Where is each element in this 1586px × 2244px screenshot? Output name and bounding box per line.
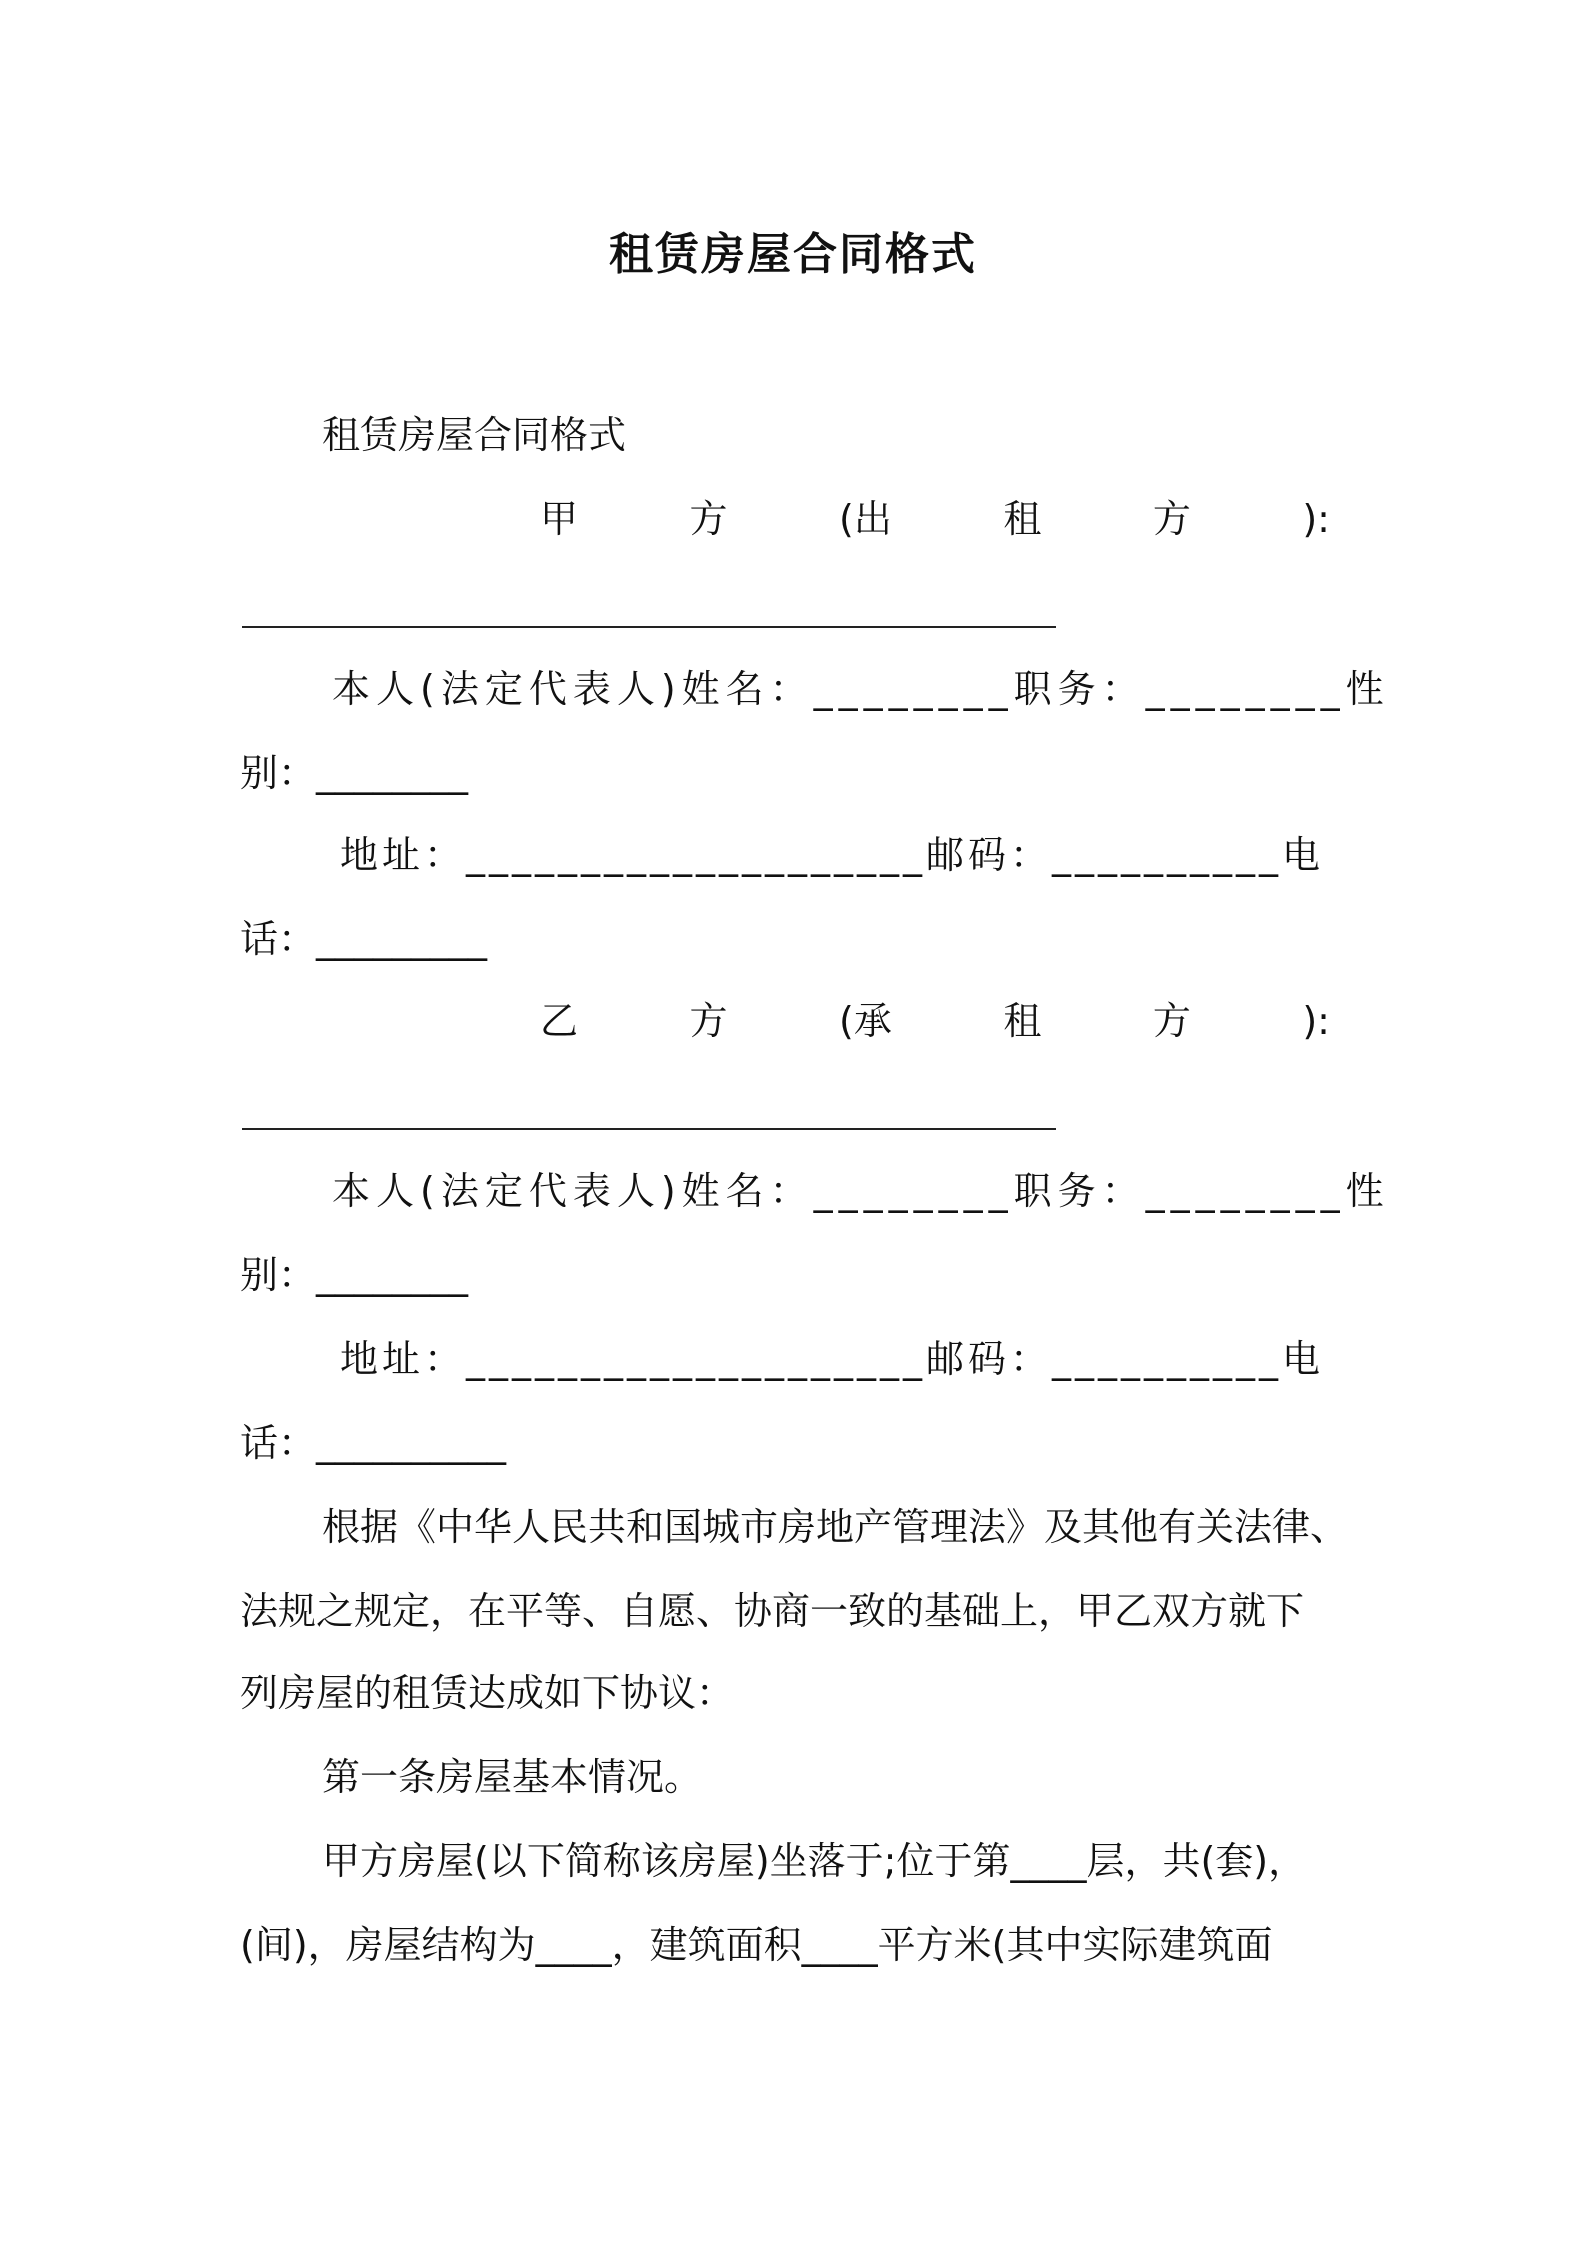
party-a-phone-line: 话：_________ xyxy=(240,917,488,961)
preamble-line-2: 法规之规定，在平等、自愿、协商一致的基础上，甲乙双方就下 xyxy=(240,1589,1305,1633)
article-1-line-2: (间)，房屋结构为____，建筑面积____平方米(其中实际建筑面 xyxy=(240,1923,1273,1967)
article-1-heading: 第一条房屋基本情况。 xyxy=(322,1755,703,1799)
preamble-line-1: 根据《中华人民共和国城市房地产管理法》及其他有关法律、 xyxy=(322,1505,1349,1549)
party-a-heading-char: 方 xyxy=(1152,497,1191,541)
party-b-heading-char: ): xyxy=(1302,999,1330,1043)
party-b-heading-char: 方 xyxy=(689,999,728,1043)
party-b-name-line: 本人(法定代表人)姓名：________职务：________性 xyxy=(332,1169,1390,1213)
party-a-name-rule xyxy=(242,626,1056,628)
party-b-name-rule xyxy=(242,1128,1056,1130)
party-b-heading-char: (承 xyxy=(839,999,892,1043)
page-title: 租赁房屋合同格式 xyxy=(609,229,977,280)
party-b-heading-char: 乙 xyxy=(540,999,579,1043)
party-a-heading-char: 甲 xyxy=(540,497,579,541)
party-b-heading-char: 租 xyxy=(1003,999,1042,1043)
party-a-heading-char: 方 xyxy=(689,497,728,541)
party-b-address-line: 地址：____________________邮码：__________电 xyxy=(340,1337,1325,1381)
party-a-heading-char: ): xyxy=(1302,497,1330,541)
party-b-phone-line: 话：__________ xyxy=(240,1421,507,1465)
document-subtitle: 租赁房屋合同格式 xyxy=(322,413,627,457)
party-b-gender-line: 别：________ xyxy=(240,1253,469,1297)
party-a-heading-char: (出 xyxy=(839,497,892,541)
preamble-line-3: 列房屋的租赁达成如下协议： xyxy=(240,1671,735,1715)
party-b-heading xyxy=(540,996,1330,1046)
article-1-line-1: 甲方房屋(以下简称该房屋)坐落于;位于第____层，共(套)， xyxy=(322,1839,1307,1883)
party-a-heading-char: 租 xyxy=(1003,497,1042,541)
party-a-gender-line: 别：________ xyxy=(240,751,469,795)
party-a-address-line: 地址：____________________邮码：__________电 xyxy=(340,833,1325,877)
party-b-heading-char: 方 xyxy=(1152,999,1191,1043)
party-a-heading xyxy=(540,494,1330,544)
party-a-name-line: 本人(法定代表人)姓名：________职务：________性 xyxy=(332,667,1390,711)
